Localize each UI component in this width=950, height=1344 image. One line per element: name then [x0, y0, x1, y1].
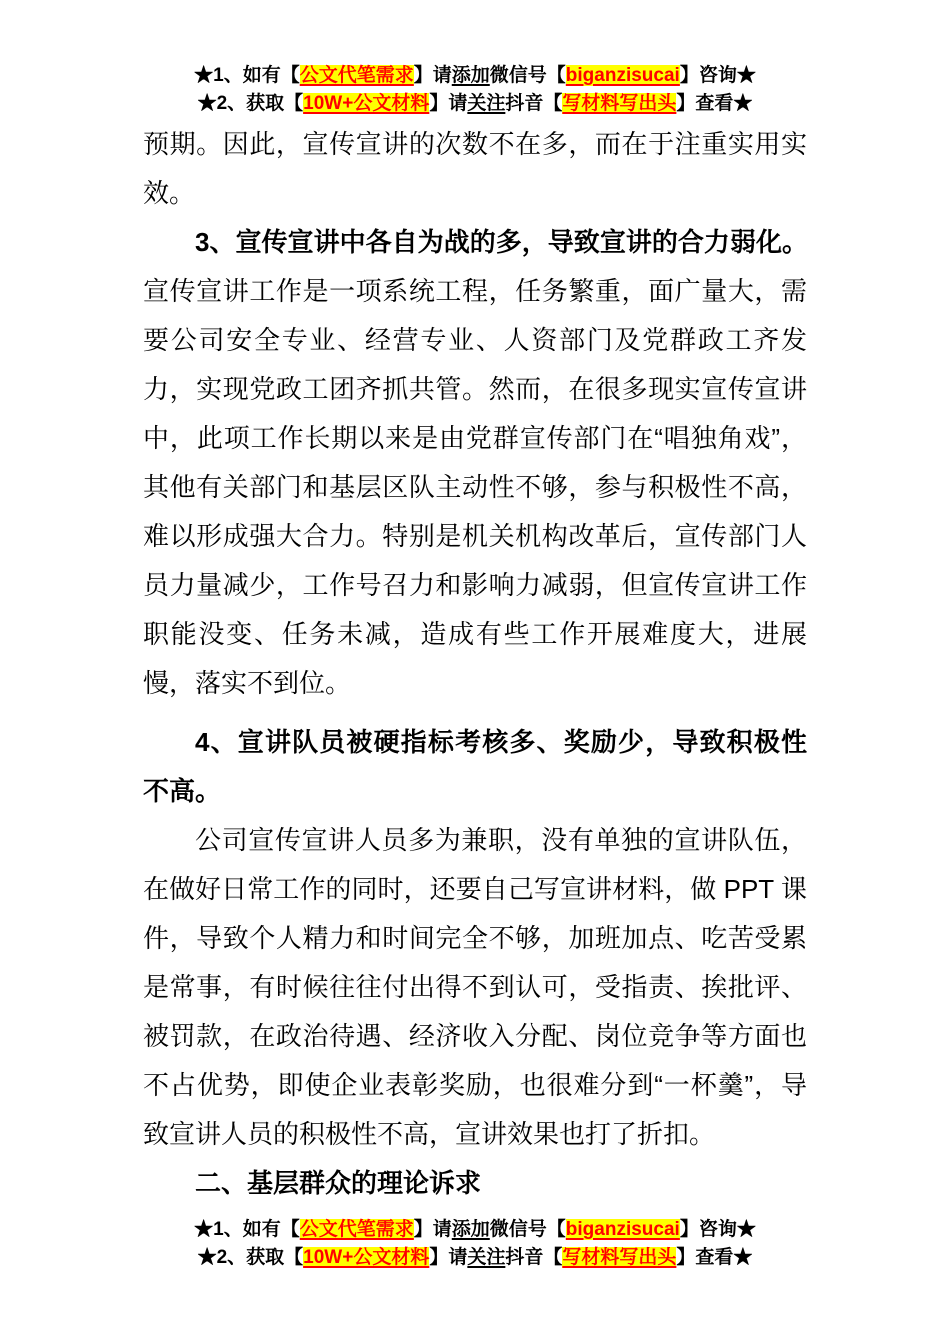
- promo-text: ★2、获取【: [197, 1247, 304, 1268]
- promo-text: 】查看★: [676, 93, 753, 114]
- section-3-text: 宣传宣讲工作是一项系统工程，任务繁重，面广量大，需要公司安全专业、经营专业、人资部门及党群政工齐发力，实现党政工团齐抓共管。然而，在很多现实宣传宣讲中，此项工作长期以来是由党群宣传部门在“唱独角戏”，其他有关部门和基层区队主动性不够，参与积极性不高，难以形成强大合力。特别是机关机构改革后，宣传部门人员力量减少，工作号召力和影响力减弱，但宣传宣讲工作职能没变、任务未减，造成有些工作开展难度大，进展慢，落实不到位。: [143, 276, 807, 698]
- promo-underlined-text: 添加: [451, 65, 490, 86]
- promo-highlight-douyin-id: 写材料写出头: [562, 93, 677, 114]
- promo-highlight: 10W+公文材料: [303, 1247, 430, 1268]
- chapter-2-heading: 二、基层群众的理论诉求: [195, 1168, 482, 1198]
- promo-text: ★1、如有【: [194, 65, 300, 86]
- promo-underlined-text: 添加: [451, 1219, 490, 1240]
- section-4-heading: 4、宣讲队员被硬指标考核多、奖励少，导致积极性不高。: [143, 727, 807, 806]
- footer-promo-line-1: [0, 1216, 950, 1244]
- promo-highlight-wechat-id: biganzisucai: [565, 1219, 680, 1240]
- promo-text: 】请: [413, 1219, 452, 1240]
- promo-text: 微信号【: [489, 65, 566, 86]
- promo-text: 】请: [413, 65, 452, 86]
- promo-text: 】请: [429, 93, 468, 114]
- header-promo-line-1: [0, 62, 950, 90]
- promo-text: ★2、获取【: [197, 93, 304, 114]
- promo-highlight-wechat-id: biganzisucai: [565, 65, 680, 86]
- promo-text: 】查看★: [676, 1247, 753, 1268]
- promo-text: 】咨询★: [679, 1219, 756, 1240]
- footer-promo-banner: [0, 1216, 950, 1272]
- promo-text: 】咨询★: [679, 65, 756, 86]
- promo-highlight: 公文代笔需求: [299, 1219, 414, 1240]
- promo-text: 抖音【: [505, 1247, 563, 1268]
- promo-text: 抖音【: [505, 93, 563, 114]
- header-promo-banner: [0, 62, 950, 118]
- promo-text: 】请: [429, 1247, 468, 1268]
- header-promo-line-2: [0, 90, 950, 118]
- promo-highlight: 10W+公文材料: [303, 93, 430, 114]
- promo-text: 微信号【: [489, 1219, 566, 1240]
- promo-text: ★1、如有【: [194, 1219, 300, 1240]
- section-3-heading: 3、宣传宣讲中各自为战的多，导致宣讲的合力弱化。: [195, 227, 807, 257]
- promo-underlined-text: 关注: [467, 1247, 506, 1268]
- section-3-paragraph: [143, 218, 807, 708]
- section-4-paragraph: 公司宣传宣讲人员多为兼职，没有单独的宣讲队伍，在做好日常工作的同时，还要自己写宣讲材料，做 PPT 课件，导致个人精力和时间完全不够，加班加点、吃苦受累是常事，有时候往往付出得不到认可，受指责、挨批评、被罚款，在政治待遇、经济收入分配、岗位竞争等方面也不占优势，即使企业表彰奖励，也很难分到“一杯羹”，导致宣讲人员的积极性不高，宣讲效果也打了折扣。: [143, 825, 807, 1149]
- document-body: [143, 120, 807, 1208]
- promo-underlined-text: 关注: [467, 93, 506, 114]
- footer-promo-line-2: [0, 1244, 950, 1272]
- promo-highlight-douyin-id: 写材料写出头: [562, 1247, 677, 1268]
- paragraph-continuation: 预期。因此，宣传宣讲的次数不在多，而在于注重实用实效。: [143, 129, 807, 208]
- promo-highlight: 公文代笔需求: [299, 65, 414, 86]
